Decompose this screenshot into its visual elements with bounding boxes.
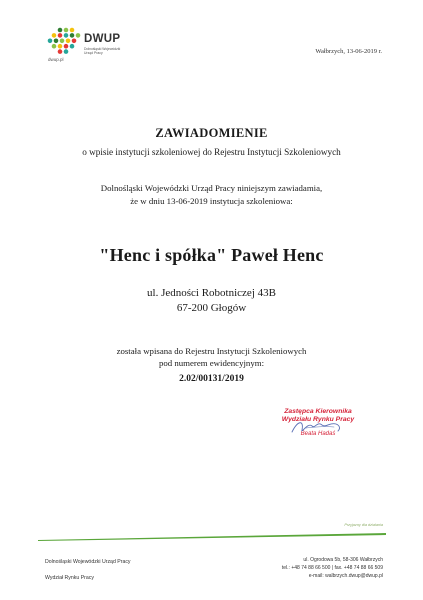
notice-line-2: że w dniu 13-06-2019 instytucja szkoleniowa: — [130, 196, 293, 206]
logo-dots-icon — [46, 26, 82, 56]
footer-email: e-mail: walbrzych.dwup@dwup.pl — [308, 573, 383, 579]
logo-name: DWUP — [84, 33, 121, 45]
footer-contact — [282, 556, 383, 580]
footer-department: Wydział Rynku Pracy — [45, 575, 94, 581]
document-date: Wałbrzych, 13-06-2019 r. — [315, 48, 382, 55]
footer-phone: tel.: +48 74 88 66 500 | fax. +48 74 88 66 509 — [281, 565, 383, 571]
stamp-line-2: Wydziału Rynku Pracy — [281, 416, 355, 423]
footer-institution: Dolnośląski Wojewódzki Urząd Pracy — [45, 559, 131, 565]
stamp-name: Beata Hadaś — [300, 431, 336, 437]
registration-number: 2.02/00131/2019 — [179, 374, 244, 384]
notice-text — [0, 182, 423, 208]
registration-line-1: została wpisana do Rejestru Instytucji Szkoleniowych — [116, 346, 307, 356]
company-name: "Henc i spółka" Paweł Henc — [99, 245, 324, 265]
registration-line-2: pod numerem ewidencyjnym: — [158, 358, 265, 368]
stamp-line-1: Zastępca Kierownika — [284, 408, 352, 415]
logo-url: dwup.pl — [48, 57, 64, 62]
address-line-1: ul. Jedności Robotniczej 43B — [147, 287, 276, 299]
footer-address: ul. Ogrodowa 5b, 58-306 Wałbrzych — [303, 557, 383, 563]
logo-subtitle: Dolnośląski Wojewódzki Urząd Pracy — [84, 47, 121, 55]
dwup-logo — [46, 26, 156, 66]
notice-line-1: Dolnośląski Wojewódzki Urząd Pracy niniejszym zawiadamia, — [100, 183, 323, 193]
document-subtitle: o wpisie instytucji szkoleniowej do Rejestru Instytucji Szkoleniowych — [82, 147, 341, 157]
footer-swoosh — [38, 531, 386, 541]
company-address — [0, 286, 423, 316]
document-title: ZAWIADOMIENIE — [155, 126, 268, 140]
registration-text — [0, 345, 423, 369]
footer-tagline: Przyjazny dla działania — [344, 523, 383, 527]
signature-icon — [286, 416, 346, 438]
address-line-2: 67-200 Głogów — [176, 302, 247, 314]
